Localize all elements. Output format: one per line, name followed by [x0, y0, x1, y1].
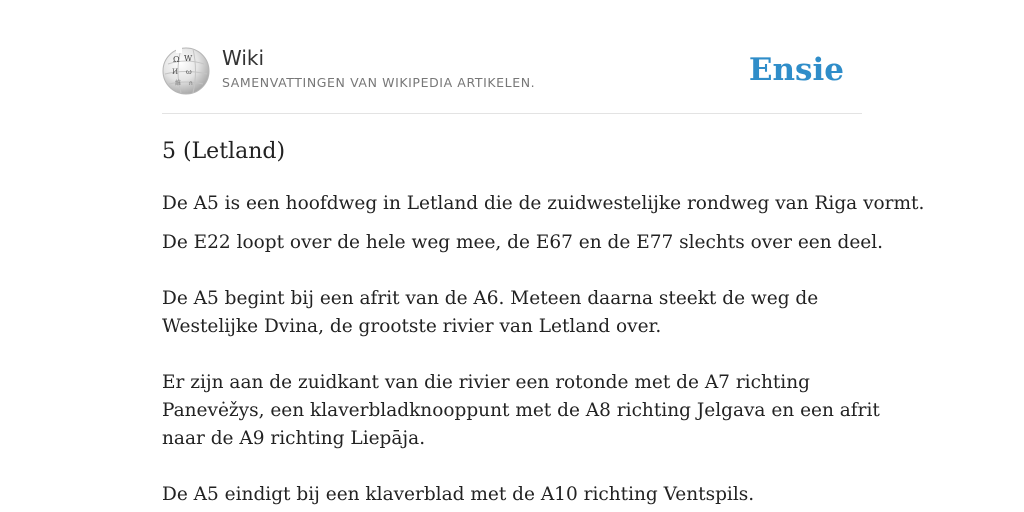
article-paragraph: De A5 begint bij een afrit van de A6. Meteen daarna steekt de weg de Westelijke Dvina, de grootste rivier van Letland over. [162, 288, 819, 337]
article-paragraph: De A5 eindigt bij een klaverblad met de A10 richting Ventspils. [162, 484, 755, 505]
brand-logo[interactable]: Ensie [748, 52, 844, 88]
svg-text:Ω: Ω [173, 55, 180, 64]
article-content [162, 136, 925, 512]
site-header [162, 42, 862, 114]
article-paragraph: De E22 loopt over de hele weg mee, de E67 en de E77 slechts over een deel. [162, 232, 884, 253]
article-title: 5 (Letland) [162, 139, 286, 164]
site-tagline: SAMENVATTINGEN VAN WIKIPEDIA ARTIKELEN. [222, 75, 536, 90]
site-name[interactable]: Wiki [222, 46, 265, 70]
article-paragraph: De A5 is een hoofdweg in Letland die de zuidwestelijke rondweg van Riga vormt. [162, 193, 925, 214]
wikipedia-globe-icon[interactable] [162, 47, 210, 95]
svg-text:W: W [184, 54, 193, 63]
svg-text:維: 維 [175, 80, 182, 87]
svg-text:ก: ก [189, 80, 193, 87]
article-paragraph: Er zijn aan de zuidkant van die rivier een rotonde met de A7 richting Panevėžys, een klaverbladknooppunt met de A8 richting Jelgava en een afrit naar de A9 richting Liepāja. [162, 372, 880, 449]
svg-text:И: И [172, 68, 179, 76]
svg-text:ω: ω [186, 68, 192, 76]
